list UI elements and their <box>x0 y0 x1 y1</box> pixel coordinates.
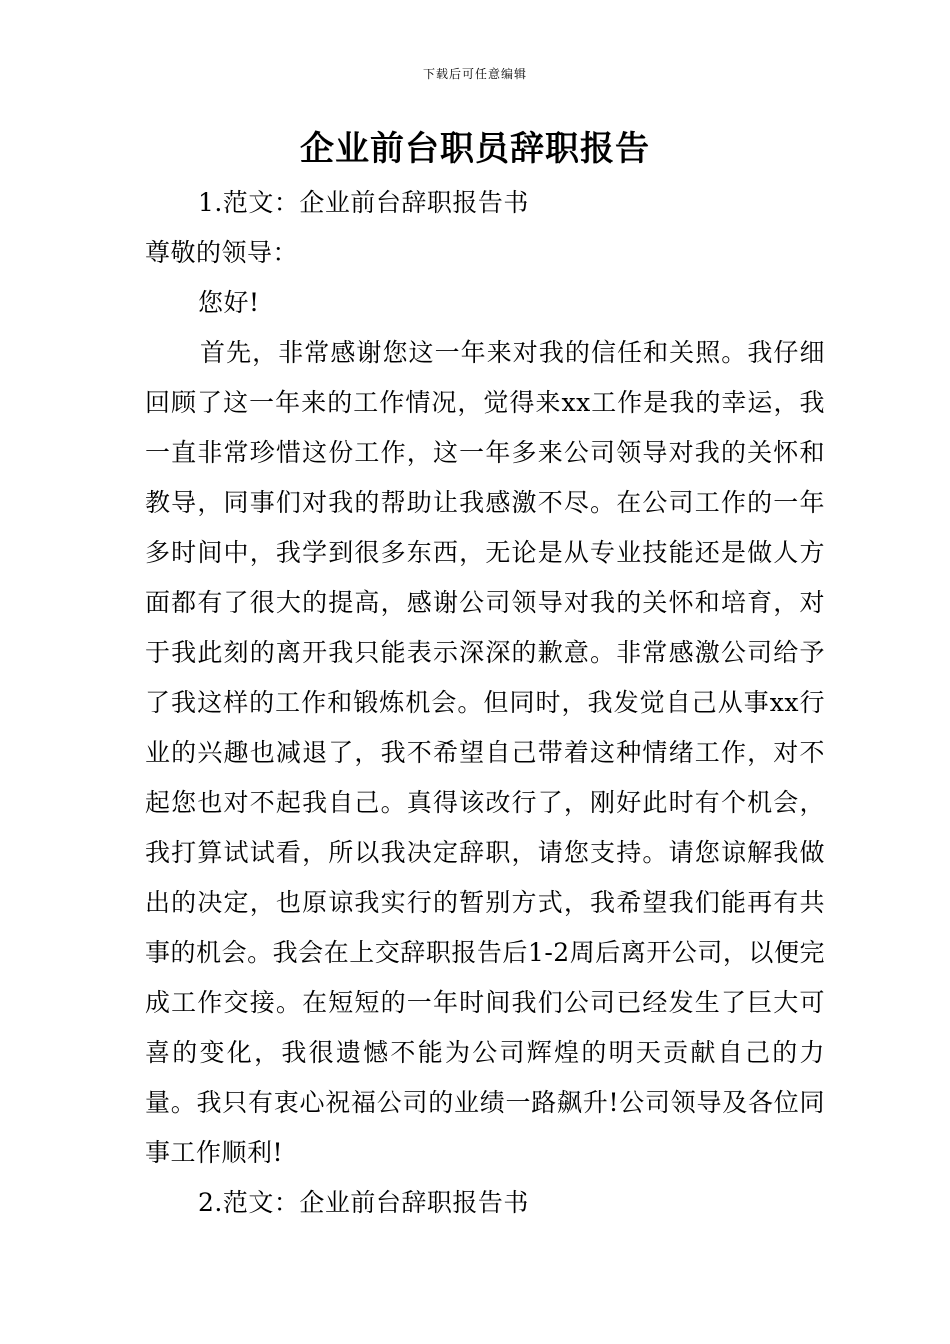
document-body <box>145 178 825 1228</box>
greeting: 您好! <box>198 288 260 317</box>
section1-heading: 1.范文：企业前台辞职报告书 <box>198 188 529 217</box>
section2-heading: 2.范文：企业前台辞职报告书 <box>198 1188 529 1217</box>
body-paragraph: 首先，非常感谢您这一年来对我的信任和关照。我仔细回顾了这一年来的工作情况，觉得来xx工作是我的幸运，我一直非常珍惜这份工作，这一年多来公司领导对我的关怀和教导，同事们对我的帮助让我感激不尽。在公司工作的一年多时间中，我学到很多东西，无论是从专业技能还是做人方面都有了很大的提高，感谢公司领导对我的关怀和培育，对于我此刻的离开我只能表示深深的歉意。非常感激公司给予了我这样的工作和锻炼机会。但同时，我发觉自己从事xx行业的兴趣也减退了，我不希望自己带着这种情绪工作，对不起您也对不起我自己。真得该改行了，刚好此时有个机会，我打算试试看，所以我决定辞职，请您支持。请您谅解我做出的决定，也原谅我实行的暂别方式，我希望我们能再有共事的机会。我会在上交辞职报告后1-2周后离开公司，以便完成工作交接。在短短的一年时间我们公司已经发生了巨大可喜的变化，我很遗憾不能为公司辉煌的明天贡献自己的力量。我只有衷心祝福公司的业绩一路飙升!公司领导及各位同事工作顺利! <box>145 338 825 1167</box>
salutation: 尊敬的领导： <box>145 238 299 267</box>
header-note: 下载后可任意编辑 <box>422 67 527 81</box>
document-title: 企业前台职员辞职报告 <box>300 129 650 169</box>
